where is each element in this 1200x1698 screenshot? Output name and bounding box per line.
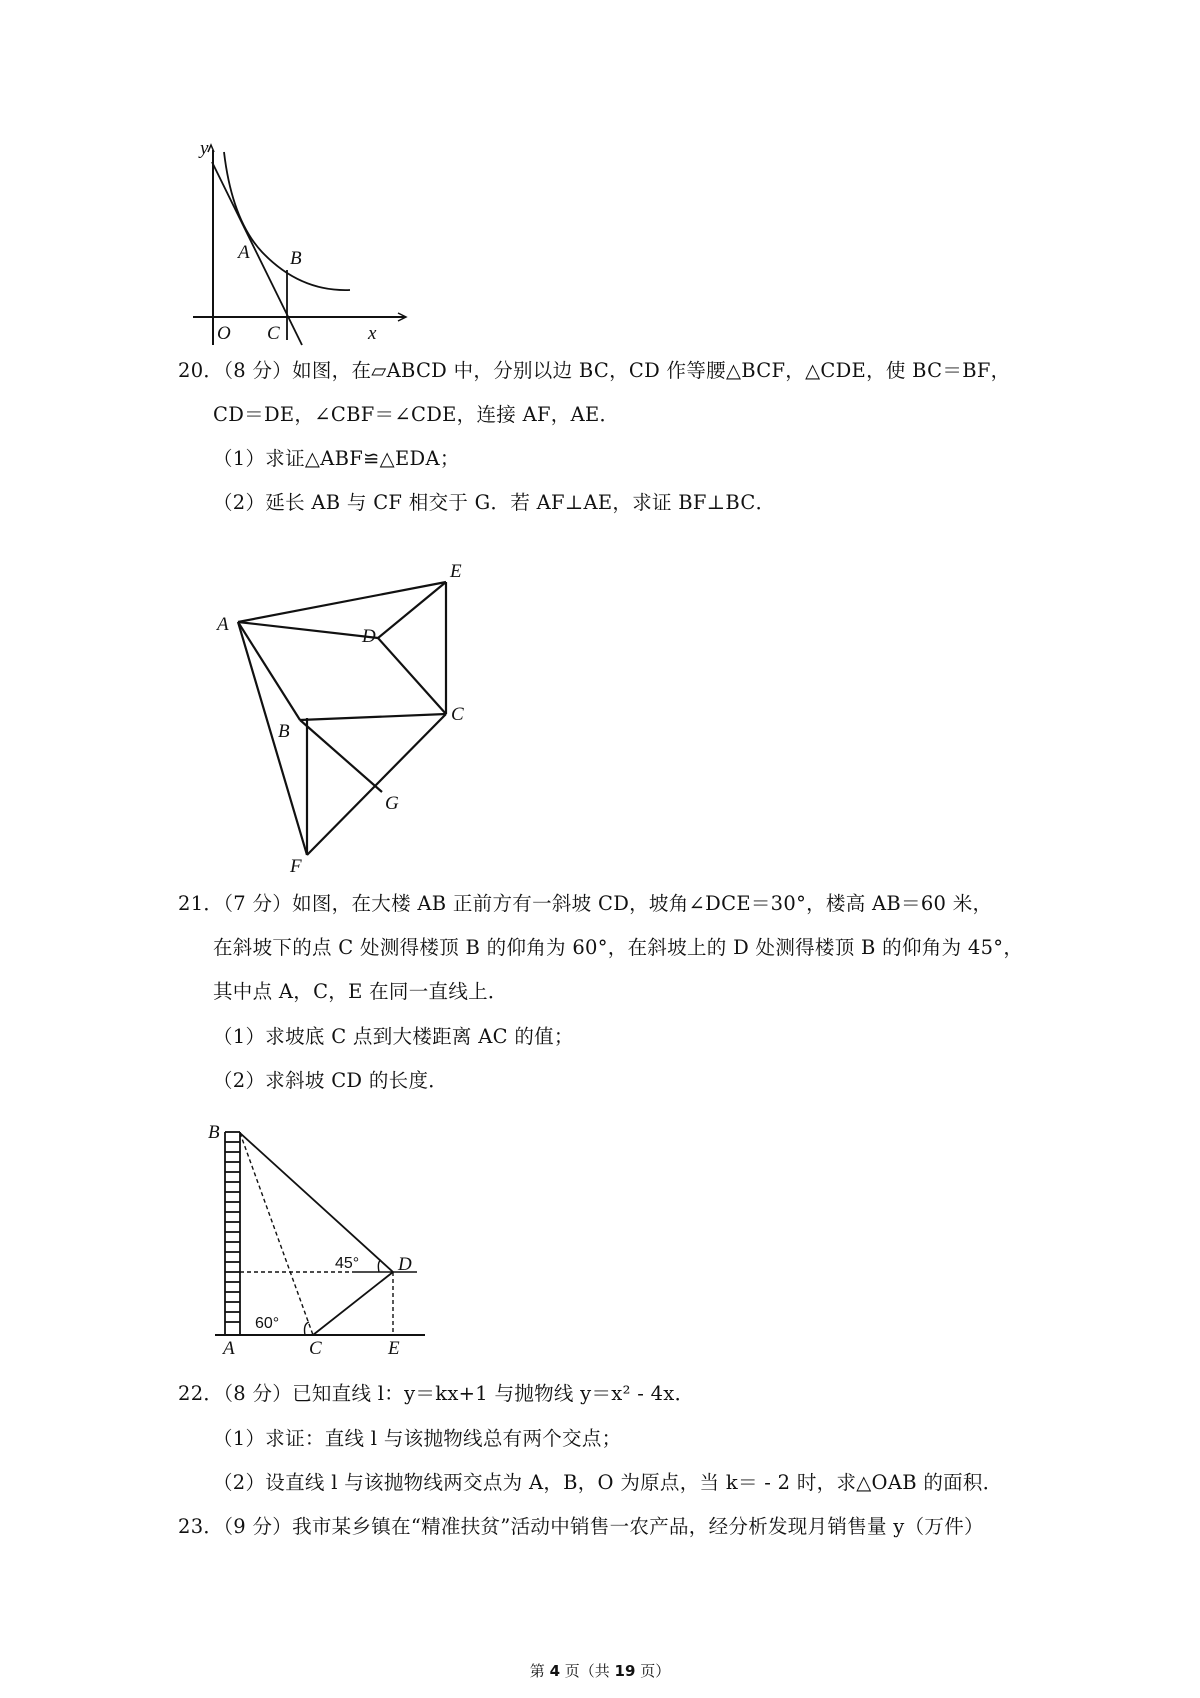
q21-sub-2: （2）求斜坡 CD 的长度． xyxy=(213,1069,449,1092)
footer-total-pages: 19 xyxy=(614,1662,636,1680)
q21-line-1: 21．（7 分）如图，在大楼 AB 正前方有一斜坡 CD，坡角∠DCE＝30°，楼高 AB＝60 米， xyxy=(178,892,993,915)
fig21-label-c: C xyxy=(309,1338,322,1359)
q22-line-1: 22．（8 分）已知直线 l：y＝kx+1 与抛物线 y＝x² - 4x． xyxy=(178,1382,695,1405)
figure-19-graph xyxy=(180,140,410,350)
fig21-angle-60: 60° xyxy=(255,1315,280,1332)
q21-line-2: 在斜坡下的点 C 处测得楼顶 B 的仰角为 60°，在斜坡上的 D 处测得楼顶 B 的仰角为 45°， xyxy=(213,936,1024,959)
fig21-label-d: D xyxy=(398,1254,412,1275)
fig20-label-f: F xyxy=(290,856,302,877)
fig20-label-e: E xyxy=(450,561,462,582)
q20-line-1: 20．（8 分）如图，在▱ABCD 中，分别以边 BC，CD 作等腰△BCF，△CDE，使 BC＝BF， xyxy=(178,359,1011,382)
footer-page-number: 4 xyxy=(549,1662,560,1680)
fig21-label-a: A xyxy=(223,1338,235,1359)
fig19-label-y: y xyxy=(200,138,209,159)
fig19-label-o: O xyxy=(217,323,231,344)
q20-line-2: CD＝DE，∠CBF＝∠CDE，连接 AF，AE． xyxy=(213,403,620,426)
fig20-label-g: G xyxy=(385,793,399,814)
footer-suffix: 页） xyxy=(635,1662,671,1680)
fig19-label-c: C xyxy=(267,323,280,344)
q21-line-3: 其中点 A，C，E 在同一直线上． xyxy=(213,980,508,1003)
q22-sub-1: （1）求证：直线 l 与该抛物线总有两个交点； xyxy=(213,1427,622,1450)
fig19-label-x: x xyxy=(368,323,377,344)
figure-20-geometry xyxy=(210,560,470,877)
fig21-label-e: E xyxy=(388,1338,400,1359)
footer-middle: 页（共 xyxy=(560,1662,615,1680)
q21-sub-1: （1）求坡底 C 点到大楼距离 AC 的值； xyxy=(213,1025,574,1048)
q22-sub-2: （2）设直线 l 与该抛物线两交点为 A，B，O 为原点，当 k＝ - 2 时，求△OAB 的面积． xyxy=(213,1471,1003,1494)
page-footer xyxy=(0,1660,1200,1681)
footer-prefix: 第 xyxy=(529,1662,550,1680)
fig19-label-b: B xyxy=(290,248,302,269)
fig20-label-a: A xyxy=(217,614,229,635)
fig20-label-d: D xyxy=(362,626,376,647)
q23-line-1: 23．（9 分）我市某乡镇在“精准扶贫”活动中销售一农产品，经分析发现月销售量 y（万件） xyxy=(178,1515,984,1538)
fig21-angle-45: 45° xyxy=(335,1255,360,1272)
fig20-label-b: B xyxy=(278,721,290,742)
q20-sub-1: （1）求证△ABF≌△EDA； xyxy=(213,447,460,470)
fig20-label-c: C xyxy=(451,704,464,725)
q20-sub-2: （2）延长 AB 与 CF 相交于 G．若 AF⊥AE，求证 BF⊥BC． xyxy=(213,491,776,514)
fig19-label-a: A xyxy=(238,242,250,263)
fig21-label-b: B xyxy=(208,1122,220,1143)
figure-21-building xyxy=(205,1120,435,1360)
